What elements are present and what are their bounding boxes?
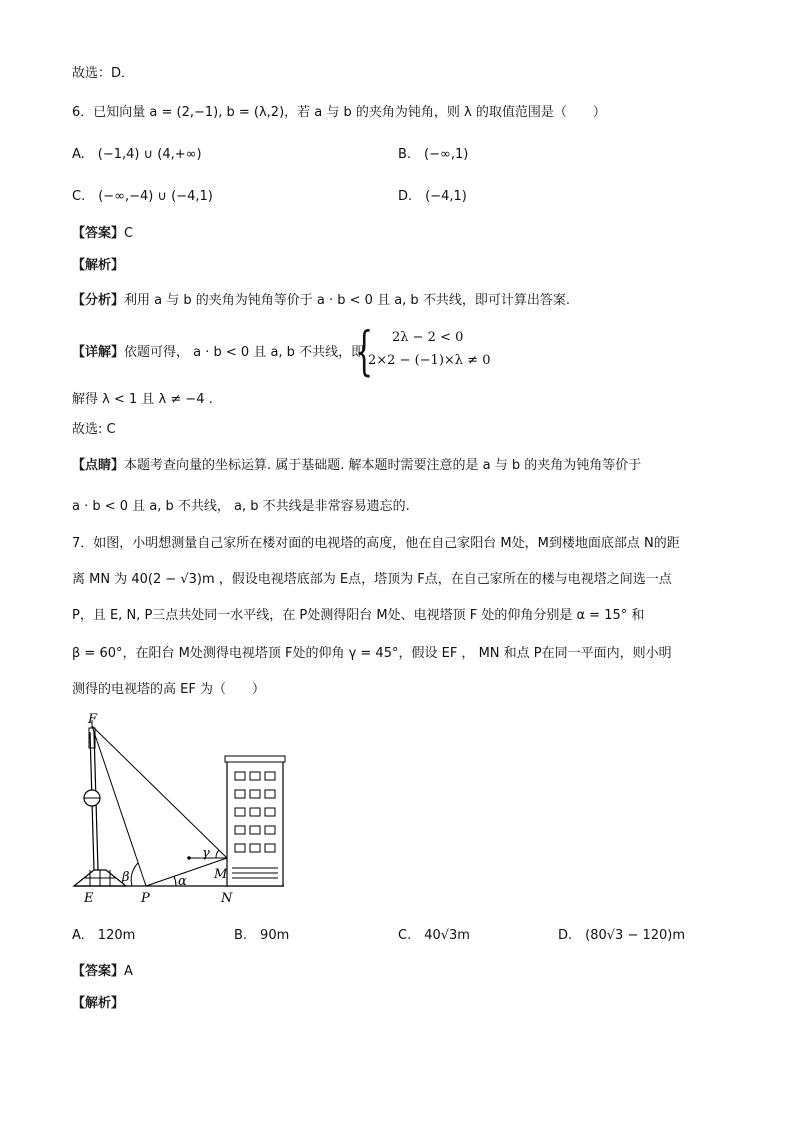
question-6-stem: 6．已知向量 a = (2,−1), b = (λ,2)，若 a 与 b 的夹角为钝角，则 λ 的取值范围是（ ） bbox=[72, 105, 606, 120]
fenxi-line bbox=[72, 291, 570, 311]
q7-option-a: A. 120m bbox=[72, 928, 136, 943]
label-e: E bbox=[84, 891, 94, 906]
system-equation-2: 2×2 − (−1)×λ ≠ 0 bbox=[368, 353, 491, 368]
fenxi-body: 利用 a 与 b 的夹角为钝角等价于 a · b < 0 且 a, b 不共线，即可计算出答案. bbox=[124, 293, 570, 308]
xiangjie-tag: 【详解】 bbox=[72, 345, 125, 360]
label-beta: β bbox=[122, 870, 130, 885]
answer-value: A bbox=[124, 964, 133, 979]
answer-tag: 【答案】 bbox=[72, 964, 125, 979]
label-alpha: α bbox=[178, 874, 187, 889]
question-7-line-5: 测得的电视塔的高 EF 为（ ） bbox=[72, 682, 265, 697]
label-m: M bbox=[214, 867, 228, 882]
q6-option-a: A. (−1,4) ∪ (4,+∞) bbox=[72, 147, 202, 162]
q7-option-b: B. 90m bbox=[234, 928, 290, 943]
fenxi-tag: 【分析】 bbox=[72, 293, 125, 308]
question-7-line-4: β = 60°，在阳台 M处测得电视塔顶 F处的仰角 γ = 45°，假设 EF ， MN 和点 P在同一平面内，则小明 bbox=[72, 646, 672, 661]
analysis-heading-7 bbox=[72, 994, 124, 1014]
label-p: P bbox=[141, 891, 150, 906]
answer-line-7 bbox=[72, 962, 133, 982]
analysis-heading bbox=[72, 256, 124, 276]
label-gamma: γ bbox=[202, 846, 210, 861]
solution-line: 解得 λ < 1 且 λ ≠ −4 . bbox=[72, 392, 213, 407]
q7-option-c: C. 40√3m bbox=[398, 928, 470, 943]
system-equation-1: 2λ − 2 < 0 bbox=[392, 330, 464, 345]
choice-line: 故选: C bbox=[72, 422, 116, 437]
xiangjie-line bbox=[72, 343, 364, 363]
question-7-line-3: P，且 E, N, P三点共处同一水平线，在 P处测得阳台 M处、电视塔顶 F 处的仰角分别是 α = 15° 和 bbox=[72, 608, 645, 623]
dianjing-tag: 【点睛】 bbox=[72, 458, 125, 473]
dianjing-line-2: a · b < 0 且 a, b 不共线， a, b 不共线是非常容易遗忘的. bbox=[72, 499, 410, 514]
system-brace: { bbox=[355, 322, 374, 382]
label-f: F bbox=[88, 712, 98, 727]
analysis-tag: 【解析】 bbox=[72, 996, 125, 1011]
label-n: N bbox=[221, 891, 233, 906]
q6-option-b: B. (−∞,1) bbox=[398, 147, 469, 162]
text-line: 故选：D． bbox=[72, 66, 135, 81]
dianjing-body: 本题考查向量的坐标运算. 属于基础题. 解本题时需要注意的是 a 与 b 的夹角为钝角等价于 bbox=[124, 458, 642, 473]
dianjing-line bbox=[72, 456, 641, 476]
answer-tag: 【答案】 bbox=[72, 226, 125, 241]
analysis-tag: 【解析】 bbox=[72, 258, 125, 273]
xiangjie-body: 依题可得， a · b < 0 且 a, b 不共线，即 bbox=[124, 345, 365, 360]
answer-line-6 bbox=[72, 224, 133, 244]
question-7-line-2: 离 MN 为 40(2 − √3)m ，假设电视塔底部为 E点，塔顶为 F点，在自己家所在的楼与电视塔之间选一点 bbox=[72, 572, 672, 587]
q6-option-c: C. (−∞,−4) ∪ (−4,1) bbox=[72, 189, 213, 204]
answer-value: C bbox=[124, 226, 134, 241]
question-7-line-1: 7．如图，小明想测量自己家所在楼对面的电视塔的高度，他在自己家阳台 M处，M到楼地面底部点 N的距 bbox=[72, 536, 680, 551]
q6-option-d: D. (−4,1) bbox=[398, 189, 467, 204]
tower-building-figure bbox=[60, 708, 310, 908]
q7-option-d: D. (80√3 − 120)m bbox=[558, 928, 686, 943]
